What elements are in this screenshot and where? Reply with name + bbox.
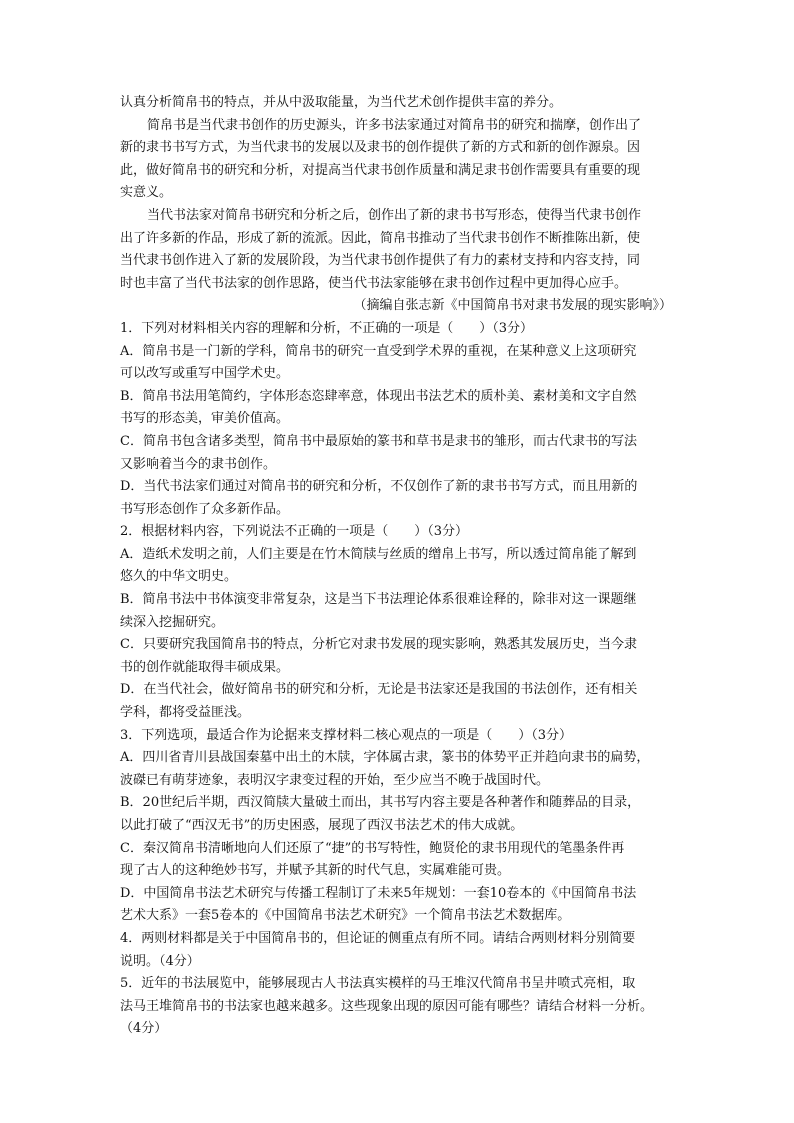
option-a: 悠久的中华文明史。 [120,569,238,585]
option-d: D．当代书法家们通过对简帛书的研究和分析，不仅创作了新的隶书书写方式，而且用新的 [120,479,638,495]
passage-line: 新的隶书书写方式，为当代隶书的发展以及隶书的创作提供了新的方式和新的创作源泉。因 [120,140,641,156]
option-d: D．在当代社会，做好简帛书的研究和分析，无论是书法家还是我国的书法创作，还有相关 [120,682,638,698]
option-a: A．四川省青川县战国秦墓中出土的木牍，字体属古隶，篆书的体势平正并趋向隶书的扁势， [120,750,650,766]
question-5 [120,973,680,1041]
option-d: 艺术大系》一套5卷本的《中国简帛书法艺术研究》一个简帛书法艺术数据库。 [120,908,571,924]
question-1 [120,318,680,521]
option-c: C．秦汉简帛书清晰地向人们还原了“捷”的书写特性，鲍贤伦的隶书用现代的笔墨条件再 [120,840,625,856]
option-a: A．造纸术发明之前，人们主要是在竹木简牍与丝质的缯帛上书写，所以透过简帛能了解到 [120,546,637,562]
option-c: 现了古人的这种绝妙书写，并赋予其新的时代气息，实属难能可贵。 [120,863,511,879]
question-text: 4．两则材料都是关于中国简帛书的，但论证的侧重点有所不同。请结合两则材料分别简要 [120,930,636,946]
option-c: 书的创作就能取得丰硕成果。 [120,659,290,675]
option-b: 以此打破了“西汉无书”的历史困惑，展现了西汉书法艺术的伟大成就。 [120,818,524,833]
reading-passage [120,92,680,318]
question-text: 法马王堆简帛书的书法家也越来越多。这些现象出现的原因可能有哪些？请结合材料一分析。 [120,998,654,1014]
passage-line: 简帛书是当代隶书创作的历史源头，许多书法家通过对简帛书的研究和揣摩，创作出了 [147,117,642,133]
question-stem: 1．下列对材料相关内容的理解和分析，不正确的一项是（ ）（3分） [120,320,534,336]
option-b: B．20世纪后半期，西汉简牍大量破土而出，其书写内容主要是各种著作和随葬品的目录， [120,795,641,811]
option-b: 续深入挖掘研究。 [120,614,225,630]
question-3 [120,725,680,928]
option-b: 书写的形态美，审美价值高。 [120,411,290,427]
passage-line: 实意义。 [120,185,173,201]
passage-line: 当代隶书创作进入了新的发展阶段，为当代隶书创作提供了有力的素材支持和内容支持，同 [120,253,641,269]
passage-line: 时也丰富了当代书法家的创作思路，使当代书法家能够在隶书创作过程中更加得心应手。 [120,275,628,291]
question-text: 5．近年的书法展览中，能够展现古人书法真实模样的马王堆汉代简帛书呈井喷式亮相，取 [120,976,636,992]
question-2 [120,521,680,724]
passage-line: 此，做好简帛书的研究和分析，对提高当代隶书创作质量和满足隶书创作需要具有重要的现 [120,162,641,178]
passage-source: （摘编自张志新《中国简帛书对隶书发展的现实影响》） [353,298,672,314]
passage-line: 出了许多新的作品，形成了新的流派。因此，简帛书推动了当代隶书创作不断推陈出新，使 [120,230,641,246]
question-4 [120,928,680,973]
exam-page [120,92,680,1041]
option-c: 又影响着当今的隶书创作。 [120,456,277,472]
passage-line: 认真分析简帛书的特点，并从中汲取能量，为当代艺术创作提供丰富的养分。 [120,95,563,110]
option-d: D．中国简帛书法艺术研究与传播工程制订了未来5年规划：一套10卷本的《中国简帛书法 [120,885,637,901]
option-c: C．只要研究我国简帛书的特点，分析它对隶书发展的现实影响，熟悉其发展历史，当今隶 [120,637,637,653]
option-a: 波磔已有萌芽迹象，表明汉字隶变过程的开始，至少应当不晚于战国时代。 [120,772,550,788]
option-b: B．简帛书法用笔简约，字体形态恣肆率意，体现出书法艺术的质朴美、素材美和文字自然 [120,388,637,404]
option-c: C．简帛书包含诸多类型，简帛书中最原始的篆书和草书是隶书的雏形，而古代隶书的写法 [120,433,637,449]
question-text: （4分） [120,1021,168,1037]
option-d: 学科，都将受益匪浅。 [120,705,251,721]
option-a: A．简帛书是一门新的学科，简帛书的研究一直受到学术界的重视，在某种意义上这项研究 [120,343,637,359]
question-stem: 2．根据材料内容，下列说法不正确的一项是（ ）（3分） [120,524,469,540]
option-a: 可以改写或重写中国学术史。 [120,366,290,382]
question-stem: 3．下列选项，最适合作为论据来支撑材料二核心观点的一项是（ ）（3分） [120,727,573,743]
option-b: B．简帛书法中书体演变非常复杂，这是当下书法理论体系很难诠释的，除非对这一课题继 [120,592,637,608]
question-text: 说明。（4分） [120,953,200,969]
passage-line: 当代书法家对简帛书研究和分析之后，创作出了新的隶书书写形态，使得当代隶书创作 [147,207,642,223]
option-d: 书写形态创作了众多新作品。 [120,501,290,517]
